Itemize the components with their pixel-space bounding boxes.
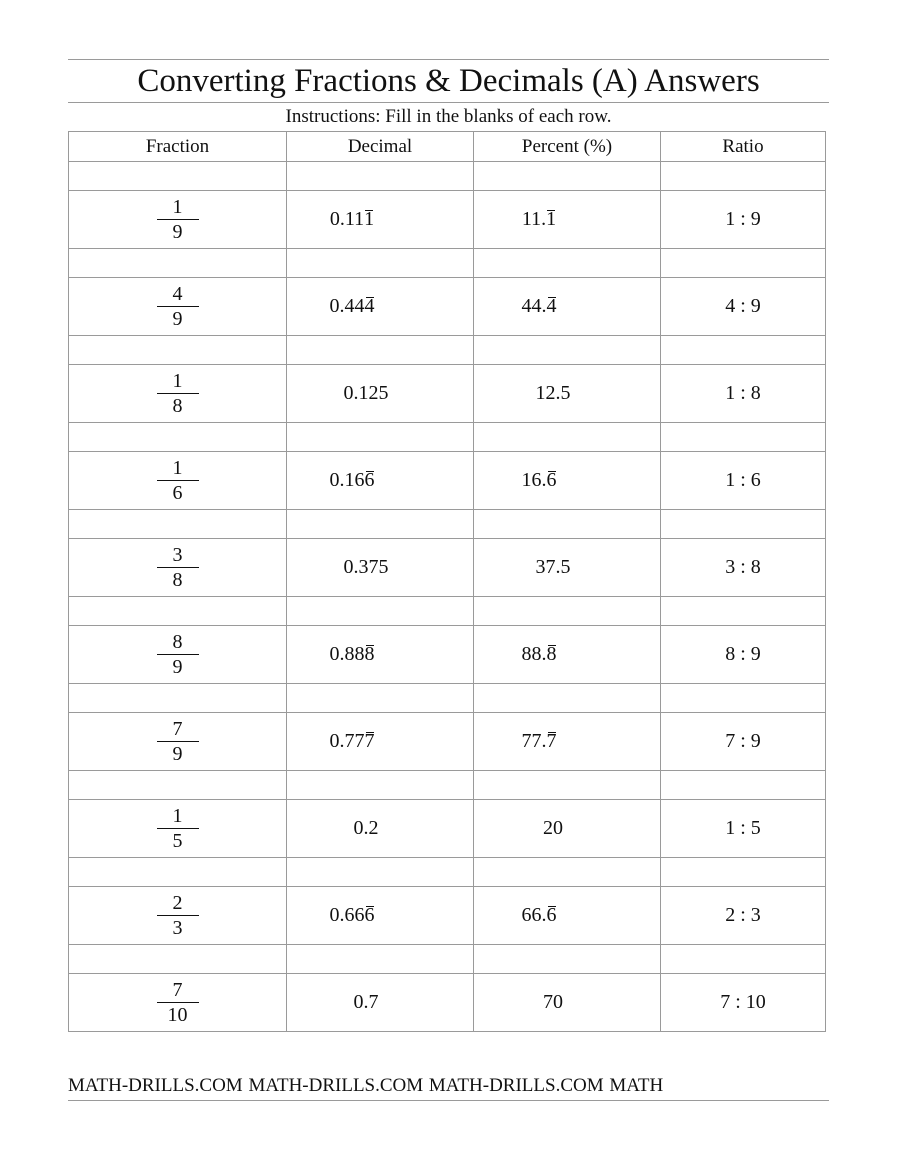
blank-cell <box>474 858 661 887</box>
blank-cell <box>287 510 474 539</box>
decimal-cell <box>287 452 474 510</box>
blank-cell <box>287 423 474 452</box>
fraction-cell <box>69 887 287 945</box>
table-row <box>69 278 826 336</box>
fraction <box>157 457 199 504</box>
percent-value: 12.5 <box>535 382 571 404</box>
fraction-denominator: 9 <box>172 656 183 678</box>
blank-cell <box>287 336 474 365</box>
fraction-denominator: 9 <box>172 221 183 243</box>
repeating-digit: 6 <box>364 469 375 491</box>
blank-cell <box>69 945 287 974</box>
fraction <box>157 979 199 1026</box>
fraction <box>157 544 199 591</box>
ratio-cell: 7 : 10 <box>661 974 826 1032</box>
ratio-cell: 8 : 9 <box>661 626 826 684</box>
decimal-value-digits: 0.16 <box>329 469 365 491</box>
blank-row <box>69 249 826 278</box>
repeating-digit: 4 <box>546 295 557 317</box>
blank-row <box>69 771 826 800</box>
blank-cell <box>661 162 826 191</box>
decimal-value <box>329 295 389 317</box>
percent-value <box>521 295 571 317</box>
table-header-row <box>69 132 826 162</box>
column-header-percent: Percent (%) <box>474 132 661 162</box>
fraction-bar <box>157 480 199 481</box>
percent-value-digits: 16. <box>521 469 547 491</box>
fraction <box>157 718 199 765</box>
blank-cell <box>474 336 661 365</box>
blank-cell <box>661 423 826 452</box>
table-row <box>69 365 826 423</box>
percent-cell <box>474 713 661 771</box>
fraction-numerator: 1 <box>172 196 183 218</box>
fraction-numerator: 7 <box>172 979 183 1001</box>
blank-cell <box>474 162 661 191</box>
fraction-denominator: 9 <box>172 743 183 765</box>
blank-cell <box>69 684 287 713</box>
ratio-cell: 7 : 9 <box>661 713 826 771</box>
percent-value <box>521 730 571 752</box>
fraction-bar <box>157 654 199 655</box>
repeating-digit: 6 <box>546 904 557 926</box>
percent-cell <box>474 626 661 684</box>
percent-cell <box>474 800 661 858</box>
ratio-cell: 1 : 6 <box>661 452 826 510</box>
fraction-bar <box>157 1002 199 1003</box>
decimal-value: 0.375 <box>343 556 389 578</box>
blank-row <box>69 510 826 539</box>
blank-cell <box>661 945 826 974</box>
fraction-cell <box>69 452 287 510</box>
fraction-numerator: 1 <box>172 370 183 392</box>
decimal-cell <box>287 191 474 249</box>
fraction-bar <box>157 306 199 307</box>
decimal-value <box>329 730 389 752</box>
repeating-digit: 6 <box>364 904 375 926</box>
table-row <box>69 452 826 510</box>
blank-cell <box>661 510 826 539</box>
blank-cell <box>474 249 661 278</box>
decimal-value: 0.7 <box>353 991 379 1013</box>
fraction-denominator: 3 <box>172 917 183 939</box>
fraction-bar <box>157 741 199 742</box>
percent-value: 20 <box>543 817 563 839</box>
blank-cell <box>287 858 474 887</box>
instructions-text: Instructions: Fill in the blanks of each row. <box>285 106 612 127</box>
table-row <box>69 626 826 684</box>
fraction-numerator: 8 <box>172 631 183 653</box>
blank-cell <box>661 771 826 800</box>
fraction <box>157 370 199 417</box>
decimal-cell <box>287 974 474 1032</box>
fraction-denominator: 5 <box>172 830 183 852</box>
repeating-digit: 8 <box>364 643 375 665</box>
fraction-bar <box>157 828 199 829</box>
decimal-cell <box>287 278 474 336</box>
decimal-value <box>329 469 389 491</box>
blank-row <box>69 858 826 887</box>
blank-cell <box>287 945 474 974</box>
table-row <box>69 800 826 858</box>
blank-row <box>69 945 826 974</box>
decimal-value-digits: 0.77 <box>329 730 365 752</box>
fraction-cell <box>69 626 287 684</box>
blank-cell <box>287 162 474 191</box>
ratio-cell: 1 : 5 <box>661 800 826 858</box>
decimal-value: 0.125 <box>343 382 389 404</box>
decimal-value <box>329 643 389 665</box>
blank-cell <box>474 597 661 626</box>
percent-value <box>521 469 571 491</box>
blank-cell <box>69 249 287 278</box>
fraction-denominator: 10 <box>167 1004 188 1026</box>
percent-value-digits: 66. <box>521 904 547 926</box>
fraction-numerator: 7 <box>172 718 183 740</box>
fraction-numerator: 2 <box>172 892 183 914</box>
fraction-cell <box>69 800 287 858</box>
blank-cell <box>474 771 661 800</box>
fraction-numerator: 4 <box>172 283 183 305</box>
repeating-digit: 6 <box>546 469 557 491</box>
percent-value <box>521 643 571 665</box>
fraction-numerator: 1 <box>172 805 183 827</box>
blank-row <box>69 423 826 452</box>
footer-rule <box>68 1100 829 1101</box>
blank-cell <box>474 684 661 713</box>
blank-row <box>69 336 826 365</box>
fraction <box>157 196 199 243</box>
ratio-cell: 1 : 9 <box>661 191 826 249</box>
repeating-digit: 1 <box>364 208 375 230</box>
percent-value-digits: 44. <box>521 295 547 317</box>
percent-value-digits: 11. <box>521 208 547 230</box>
footer-watermark: MATH-DRILLS.COM MATH-DRILLS.COM MATH-DRILLS.COM MATH <box>68 1075 664 1096</box>
blank-cell <box>661 597 826 626</box>
percent-cell <box>474 539 661 597</box>
fraction-bar <box>157 567 199 568</box>
decimal-cell <box>287 800 474 858</box>
decimal-cell <box>287 539 474 597</box>
blank-cell <box>287 597 474 626</box>
percent-value: 70 <box>543 991 563 1013</box>
decimal-value <box>329 208 388 230</box>
ratio-cell: 2 : 3 <box>661 887 826 945</box>
blank-cell <box>69 162 287 191</box>
ratio-cell: 1 : 8 <box>661 365 826 423</box>
column-header-decimal: Decimal <box>287 132 474 162</box>
blank-cell <box>69 858 287 887</box>
percent-cell <box>474 365 661 423</box>
blank-cell <box>69 510 287 539</box>
decimal-cell <box>287 887 474 945</box>
percent-cell <box>474 278 661 336</box>
table-row <box>69 713 826 771</box>
fraction-cell <box>69 278 287 336</box>
blank-cell <box>69 771 287 800</box>
fraction-bar <box>157 393 199 394</box>
blank-cell <box>287 249 474 278</box>
fraction-cell <box>69 713 287 771</box>
table-row <box>69 887 826 945</box>
decimal-value-digits: 0.11 <box>329 208 365 230</box>
decimal-value <box>329 904 389 926</box>
fraction-numerator: 3 <box>172 544 183 566</box>
blank-cell <box>69 336 287 365</box>
blank-row <box>69 162 826 191</box>
table-row <box>69 539 826 597</box>
title-rule <box>68 102 829 103</box>
blank-cell <box>69 597 287 626</box>
decimal-cell <box>287 365 474 423</box>
repeating-digit: 7 <box>364 730 375 752</box>
percent-value <box>521 208 570 230</box>
blank-cell <box>474 510 661 539</box>
fraction-numerator: 1 <box>172 457 183 479</box>
blank-cell <box>661 684 826 713</box>
percent-cell <box>474 452 661 510</box>
ratio-cell: 3 : 8 <box>661 539 826 597</box>
column-header-fraction: Fraction <box>69 132 287 162</box>
table-row <box>69 974 826 1032</box>
decimal-cell <box>287 713 474 771</box>
decimal-cell <box>287 626 474 684</box>
fraction-bar <box>157 915 199 916</box>
decimal-value-digits: 0.44 <box>329 295 365 317</box>
ratio-cell: 4 : 9 <box>661 278 826 336</box>
percent-cell <box>474 887 661 945</box>
fraction-cell <box>69 974 287 1032</box>
blank-cell <box>661 336 826 365</box>
fraction-denominator: 6 <box>172 482 183 504</box>
fraction <box>157 892 199 939</box>
fraction <box>157 631 199 678</box>
percent-cell <box>474 974 661 1032</box>
percent-cell <box>474 191 661 249</box>
fraction-bar <box>157 219 199 220</box>
blank-cell <box>69 423 287 452</box>
repeating-digit: 8 <box>546 643 557 665</box>
decimal-value: 0.2 <box>353 817 379 839</box>
column-header-ratio: Ratio <box>661 132 826 162</box>
blank-cell <box>661 249 826 278</box>
blank-row <box>69 597 826 626</box>
blank-cell <box>474 945 661 974</box>
answer-table <box>68 131 826 1032</box>
fraction <box>157 283 199 330</box>
blank-cell <box>287 684 474 713</box>
repeating-digit: 4 <box>364 295 375 317</box>
percent-value-digits: 77. <box>521 730 547 752</box>
fraction-cell <box>69 539 287 597</box>
blank-cell <box>661 858 826 887</box>
percent-value-digits: 88. <box>521 643 547 665</box>
fraction <box>157 805 199 852</box>
fraction-cell <box>69 191 287 249</box>
repeating-digit: 1 <box>546 208 557 230</box>
blank-cell <box>474 423 661 452</box>
fraction-denominator: 9 <box>172 308 183 330</box>
fraction-cell <box>69 365 287 423</box>
table-row <box>69 191 826 249</box>
repeating-digit: 7 <box>546 730 557 752</box>
decimal-value-digits: 0.88 <box>329 643 365 665</box>
percent-value <box>521 904 571 926</box>
fraction-denominator: 8 <box>172 395 183 417</box>
fraction-denominator: 8 <box>172 569 183 591</box>
page-title: Converting Fractions & Decimals (A) Answers <box>137 63 760 99</box>
table-body <box>69 162 826 1032</box>
decimal-value-digits: 0.66 <box>329 904 365 926</box>
percent-value: 37.5 <box>535 556 571 578</box>
blank-cell <box>287 771 474 800</box>
blank-row <box>69 684 826 713</box>
